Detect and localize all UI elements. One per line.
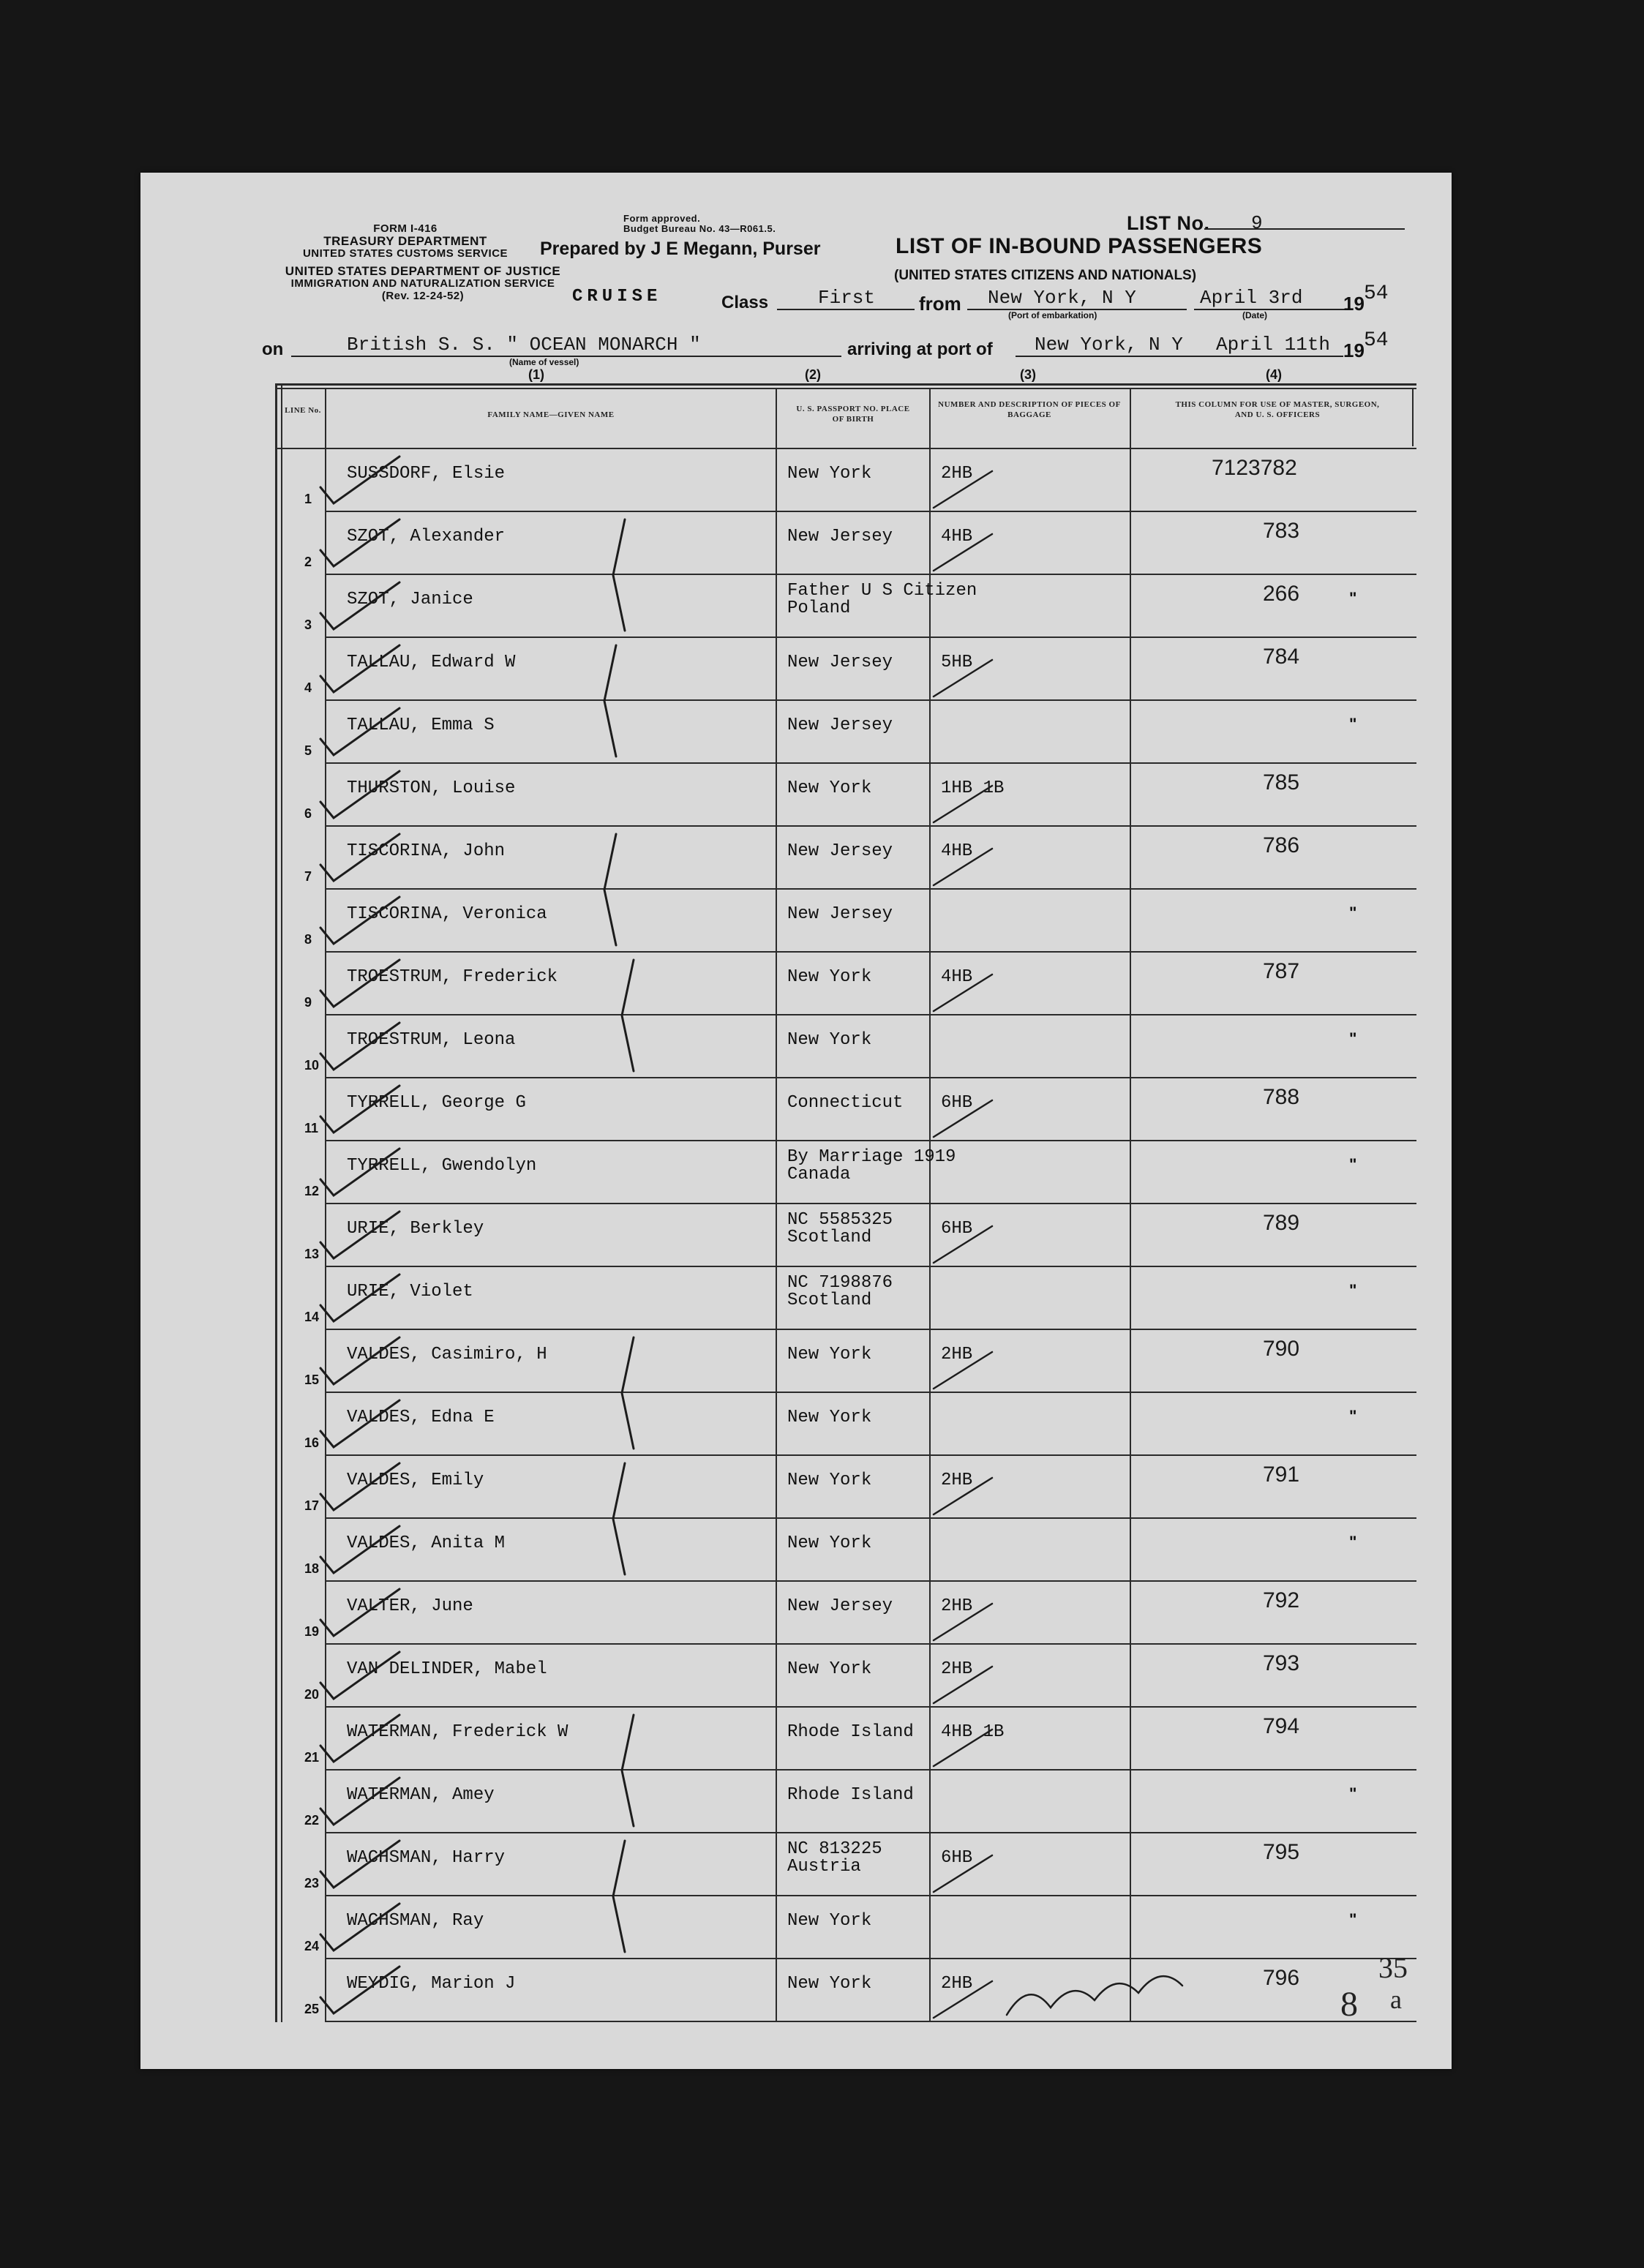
family-bracket [613, 1841, 625, 1952]
baggage-check [934, 1855, 992, 1892]
passenger-name: SZOT, Alexander [347, 527, 506, 547]
ditto-mark: " [1349, 1281, 1357, 1299]
birth-place: New York [787, 1345, 872, 1364]
justice-dept: UNITED STATES DEPARTMENT OF JUSTICE [285, 264, 561, 278]
check-mark [320, 960, 399, 1007]
cruise-label: CRUISE [572, 287, 662, 307]
birth-place: New York [787, 1974, 872, 1994]
vessel-name: British S. S. " OCEAN MONARCH " [347, 334, 701, 356]
signature-scribble [1007, 1976, 1182, 2015]
baggage: 6HB [941, 1093, 973, 1113]
official-number: 7123782 [1212, 456, 1297, 480]
baggage-check [934, 786, 992, 822]
line-number: 1 [304, 492, 312, 506]
passenger-name: VALTER, June [347, 1596, 473, 1616]
baggage: 4HB 1B [941, 1722, 1005, 1742]
family-bracket [622, 1337, 634, 1449]
check-mark [320, 1212, 399, 1258]
baggage-check [934, 1352, 992, 1389]
baggage-check [934, 660, 992, 696]
birth-place-2: Poland [787, 598, 851, 618]
col-header-officers: THIS COLUMN FOR USE OF MASTER, SURGEON, AND U. S. OFFICERS [1175, 400, 1380, 419]
line-number: 8 [304, 932, 312, 947]
passenger-name: VAN DELINDER, Mabel [347, 1659, 547, 1679]
check-mark [320, 457, 399, 503]
birth-place: NC 813225 [787, 1839, 882, 1859]
line-number: 3 [304, 617, 312, 632]
arrival-port: New York, N Y [1035, 334, 1183, 356]
birth-place: NC 5585325 [787, 1210, 893, 1230]
check-mark [320, 519, 399, 566]
official-number: 784 [1263, 645, 1300, 669]
line-number: 18 [304, 1561, 320, 1576]
official-number: 789 [1263, 1211, 1300, 1235]
birth-place: New Jersey [787, 841, 893, 861]
form-number: FORM I-416 [373, 222, 438, 235]
check-mark [320, 1400, 399, 1447]
passenger-name: TALLAU, Edward W [347, 653, 516, 672]
baggage-check [934, 975, 992, 1011]
check-mark [320, 1149, 399, 1195]
check-mark [320, 1652, 399, 1699]
baggage: 4HB [941, 527, 973, 547]
class-label: Class [721, 293, 769, 312]
passenger-name: SUSSDORF, Elsie [347, 464, 506, 484]
year-prefix: 19 [1343, 293, 1365, 315]
form-block-left [266, 222, 544, 260]
check-mark [320, 1778, 399, 1825]
check-mark [320, 1904, 399, 1950]
birth-place: New York [787, 1533, 872, 1553]
baggage: 1HB 1B [941, 778, 1005, 798]
baggage: 6HB [941, 1219, 973, 1239]
arrival-date: April 11th [1216, 334, 1331, 356]
budget-bureau: Budget Bureau No. 43—R061.5. [623, 223, 776, 234]
line-number: 6 [304, 806, 312, 821]
check-mark [320, 1337, 399, 1384]
line-number: 16 [304, 1435, 320, 1450]
passenger-table [275, 383, 1416, 2022]
line-number: 10 [304, 1058, 320, 1073]
check-mark [320, 1463, 399, 1510]
line-number: 13 [304, 1247, 320, 1261]
baggage: 4HB [941, 967, 973, 987]
col-header-line: LINE No. [285, 406, 321, 415]
passenger-name: TYRRELL, George G [347, 1093, 526, 1113]
ditto-mark: " [1349, 904, 1357, 922]
passenger-name: TISCORINA, John [347, 841, 506, 861]
birth-place: By Marriage 1919 [787, 1147, 956, 1167]
official-number: 795 [1263, 1840, 1300, 1864]
passenger-name: TROESTRUM, Leona [347, 1030, 516, 1050]
birth-place: New York [787, 967, 872, 987]
baggage: 4HB [941, 841, 973, 861]
baggage: 2HB [941, 1659, 973, 1679]
birth-place: Father U S Citizen [787, 581, 977, 601]
check-mark [320, 1841, 399, 1888]
passenger-name: VALDES, Emily [347, 1471, 484, 1490]
arrival-year-prefix: 19 [1343, 339, 1365, 361]
form-approved: Form approved. [623, 213, 701, 224]
family-bracket [604, 834, 616, 945]
line-number: 17 [304, 1498, 320, 1513]
birth-place: New Jersey [787, 716, 893, 735]
baggage-check [934, 1667, 992, 1703]
baggage-check [934, 1604, 992, 1640]
baggage-check [934, 1478, 992, 1514]
line-number: 25 [304, 2002, 320, 2016]
passenger-name: WATERMAN, Amey [347, 1785, 495, 1805]
birth-place: Rhode Island [787, 1722, 914, 1742]
check-mark [320, 1589, 399, 1636]
col-marker-4: (4) [1266, 367, 1282, 382]
ditto-mark: " [1349, 1407, 1357, 1425]
birth-place: NC 7198876 [787, 1273, 893, 1293]
baggage: 2HB [941, 1345, 973, 1364]
baggage-check [934, 1730, 992, 1766]
check-mark [320, 834, 399, 881]
prepared-by: Prepared by J E Megann, Purser [540, 239, 821, 259]
birth-place: New Jersey [787, 904, 893, 924]
line-number: 11 [304, 1121, 319, 1135]
official-number: 786 [1263, 833, 1300, 857]
line-number: 23 [304, 1876, 320, 1890]
list-number: 9 [1251, 212, 1263, 234]
revision-date: (Rev. 12-24-52) [381, 290, 465, 302]
check-mark [320, 1086, 399, 1133]
passenger-name: VALDES, Casimiro, H [347, 1345, 547, 1364]
ditto-mark: " [1349, 1784, 1357, 1803]
baggage: 2HB [941, 464, 973, 484]
page-total-prefix: 8 [1340, 1985, 1358, 2024]
baggage-check [934, 849, 992, 885]
form-title: LIST OF IN-BOUND PASSENGERS [896, 234, 1263, 258]
list-label: LIST No. [1127, 212, 1210, 234]
birth-place: New York [787, 1659, 872, 1679]
check-mark [320, 1023, 399, 1070]
line-number: 22 [304, 1813, 320, 1828]
passenger-name: SZOT, Janice [347, 590, 473, 609]
official-number: 792 [1263, 1588, 1300, 1612]
baggage: 2HB [941, 1974, 973, 1994]
budget-block [623, 214, 776, 234]
birth-place: New York [787, 1471, 872, 1490]
birth-place: New York [787, 1030, 872, 1050]
class-value: First [818, 287, 876, 309]
passenger-name: VALDES, Anita M [347, 1533, 506, 1553]
line-number: 5 [304, 743, 312, 758]
check-mark [320, 708, 399, 755]
baggage-check [934, 1100, 992, 1137]
customs-service: UNITED STATES CUSTOMS SERVICE [302, 247, 508, 260]
line-number: 7 [304, 869, 312, 884]
official-number: 785 [1263, 770, 1300, 795]
date-value: April 3rd [1200, 287, 1303, 309]
official-number: 266 [1263, 582, 1300, 606]
birth-place-2: Canada [787, 1165, 851, 1184]
passenger-name: URIE, Berkley [347, 1219, 484, 1239]
check-mark [320, 1967, 399, 2013]
baggage: 2HB [941, 1471, 973, 1490]
line-number: 12 [304, 1184, 320, 1198]
birth-place: New York [787, 778, 872, 798]
year-value: 54 [1364, 282, 1389, 305]
baggage: 6HB [941, 1848, 973, 1868]
passenger-name: WACHSMAN, Ray [347, 1911, 484, 1931]
passenger-name: WEYDIG, Marion J [347, 1974, 516, 1994]
col-header-passport: U. S. PASSPORT NO. PLACE OF BIRTH [796, 405, 910, 424]
official-number: 791 [1263, 1462, 1300, 1487]
line-number: 20 [304, 1687, 320, 1702]
from-label: from [919, 293, 961, 315]
family-bracket [604, 645, 616, 756]
line-number: 4 [304, 680, 312, 695]
check-mark [320, 1274, 399, 1321]
line-number: 21 [304, 1750, 320, 1765]
birth-place-2: Scotland [787, 1228, 872, 1247]
birth-place: New Jersey [787, 1596, 893, 1616]
port-caption: (Port of embarkation) [1008, 310, 1097, 320]
date-caption: (Date) [1242, 310, 1268, 320]
arrival-year: 54 [1364, 329, 1389, 352]
check-mark [320, 771, 399, 818]
baggage-check [934, 471, 992, 508]
passenger-name: TALLAU, Emma S [347, 716, 495, 735]
ditto-mark: " [1349, 1155, 1357, 1174]
passenger-name: TYRRELL, Gwendolyn [347, 1156, 537, 1176]
on-label: on [262, 339, 284, 359]
treasury-dept: TREASURY DEPARTMENT [323, 234, 487, 248]
birth-place: Connecticut [787, 1093, 904, 1113]
justice-block [262, 265, 584, 302]
baggage-check [934, 534, 992, 571]
arriving-label: arriving at port of [847, 339, 993, 359]
line-number: 2 [304, 555, 312, 569]
birth-place-2: Scotland [787, 1291, 872, 1310]
vessel-caption: (Name of vessel) [509, 357, 579, 367]
baggage-check [934, 1981, 992, 2018]
official-number: 794 [1263, 1714, 1300, 1738]
line-number: 14 [304, 1310, 320, 1324]
col-marker-2: (2) [805, 367, 821, 382]
official-number: 793 [1263, 1651, 1300, 1675]
passenger-name: WATERMAN, Frederick W [347, 1722, 568, 1742]
check-mark [320, 1715, 399, 1762]
official-number: 796 [1263, 1966, 1300, 1990]
passenger-name: VALDES, Edna E [347, 1408, 495, 1427]
from-value: New York, N Y [988, 287, 1136, 309]
ditto-mark: " [1349, 1533, 1357, 1551]
official-number: 788 [1263, 1085, 1300, 1109]
passenger-name: WACHSMAN, Harry [347, 1848, 506, 1868]
baggage: 2HB [941, 1596, 973, 1616]
birth-place: New Jersey [787, 527, 893, 547]
col-marker-3: (3) [1020, 367, 1036, 382]
passenger-name: THURSTON, Louise [347, 778, 516, 798]
official-number: 790 [1263, 1337, 1300, 1361]
baggage: 5HB [941, 653, 973, 672]
line-number: 19 [304, 1624, 320, 1639]
official-number: 783 [1263, 519, 1300, 543]
birth-place: New Jersey [787, 653, 893, 672]
passenger-name: URIE, Violet [347, 1282, 473, 1302]
official-number: 787 [1263, 959, 1300, 983]
form-subtitle: (UNITED STATES CITIZENS AND NATIONALS) [894, 268, 1197, 283]
check-mark [320, 1526, 399, 1573]
passenger-name: TISCORINA, Veronica [347, 904, 547, 924]
birth-place: New York [787, 1911, 872, 1931]
col-header-name: FAMILY NAME—GIVEN NAME [487, 410, 615, 419]
col-header-baggage: NUMBER AND DESCRIPTION OF PIECES OF BAGGAGE [938, 400, 1121, 419]
birth-place: New York [787, 464, 872, 484]
birth-place-2: Austria [787, 1857, 861, 1877]
ditto-mark: " [1349, 715, 1357, 733]
family-bracket [613, 1463, 625, 1574]
page-total-denominator: a [1390, 1985, 1402, 2014]
birth-place: New York [787, 1408, 872, 1427]
ditto-mark: " [1349, 1029, 1357, 1048]
check-mark [320, 897, 399, 944]
family-bracket [613, 519, 625, 631]
handwritten-check-marks [275, 383, 1416, 2022]
col-marker-1: (1) [528, 367, 544, 382]
check-mark [320, 582, 399, 629]
check-mark [320, 645, 399, 692]
family-bracket [622, 960, 634, 1071]
page-total: 35 [1378, 1951, 1408, 1984]
birth-place: Rhode Island [787, 1785, 914, 1805]
ditto-mark: " [1349, 1910, 1357, 1929]
family-bracket [622, 1715, 634, 1826]
line-number: 24 [304, 1939, 320, 1953]
immigration-service: IMMIGRATION AND NATURALIZATION SERVICE [290, 277, 555, 290]
ditto-mark: " [1349, 589, 1357, 607]
baggage-check [934, 1226, 992, 1263]
passenger-name: TROESTRUM, Frederick [347, 967, 558, 987]
line-number: 9 [304, 995, 312, 1010]
line-number: 15 [304, 1373, 320, 1387]
